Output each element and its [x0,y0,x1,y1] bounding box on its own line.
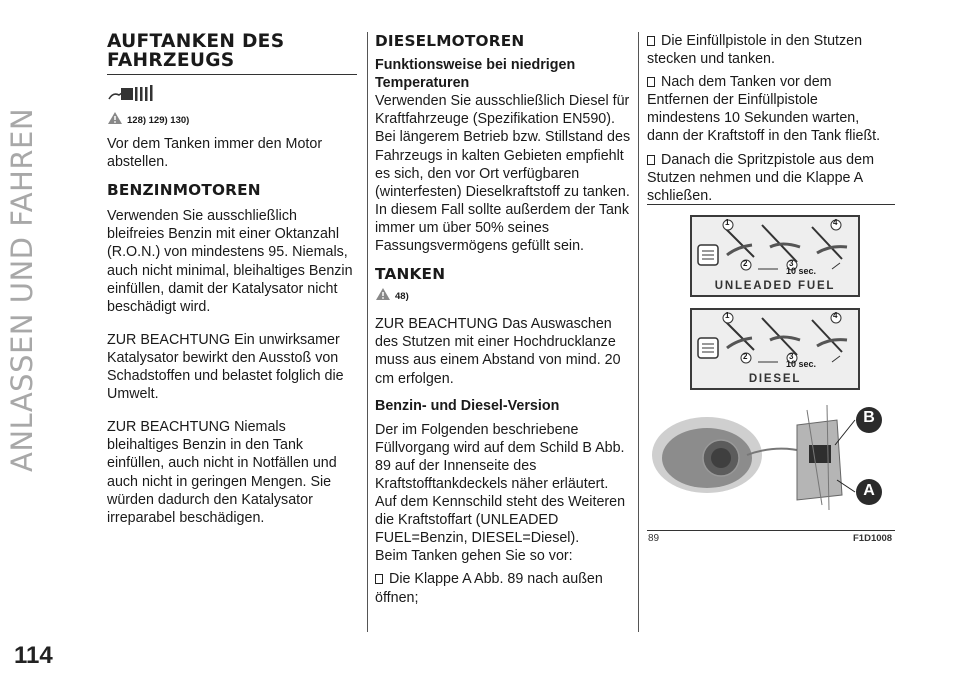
subheading-versions: Benzin- und Diesel-Version [375,397,560,414]
paragraph: ZUR BEACHTUNG Ein unwirksamer Katalysator bewirkt den Ausstoß von Schadstoffen und belastet folglich die Umwelt. [107,331,344,403]
subheading-petrol: BENZINMOTOREN [107,181,261,200]
step-text: Die Einfüllpistole in den Stutzen stecken und tanken. [647,33,863,68]
fuel-label-diesel [690,308,860,390]
warning-triangle-icon [375,287,391,306]
subheading-refuelling: TANKEN [375,265,446,284]
step-text: Die Klappe A Abb. 89 nach außen öffnen; [375,571,603,606]
step-text: Nach dem Tanken vor dem Entfernen der Einfüllpistole mindestens 10 Sekunden warten, dann der Kraftstoff in den Tank fließt. [647,74,881,145]
checkbox-bullet-icon [647,36,655,46]
paragraph: ZUR BEACHTUNG Das Auswaschen des Stutzen mit einer Hochdrucklanze muss aus einem Abstand von mind. 20 cm erfolgen. [375,316,621,387]
step-number: 2 [743,259,748,268]
figure-top-rule [647,204,895,205]
step-number: 4 [833,218,838,227]
fuel-label-unleaded [690,215,860,297]
column-divider [367,32,368,632]
step-number: 1 [725,311,730,320]
step-number: 3 [789,259,794,268]
column-2 [375,32,631,607]
subheading-low-temp: Funktionsweise bei niedrigen Temperaturen [375,57,576,92]
heading-rule [107,74,357,75]
callout-a-label: A [863,482,875,499]
timer-label: 10 sec. [786,266,817,276]
checkbox-bullet-icon [647,155,655,165]
paragraph: Verwenden Sie ausschließlich Diesel für Kraftfahrzeuge (Spezifikation EN590). Bei längerem Betrieb bzw. Stillstand des Fahrzeugs in kalten Gebieten empfiehlt es sich, den vor Ort verfügbaren (winterfesten) Dieselkraftstoff zu tanken. In diesem Fall sollte außerdem der Tank immer um über 50% seines Fassungsvermögens gefüllt sein. [375,93,631,255]
checkbox-bullet-icon [647,77,655,87]
step-item [647,32,887,68]
step-number: 1 [725,218,730,227]
paragraph: Verwenden Sie ausschließlich bleifreies Benzin mit einer Oktanzahl (R.O.N.) von mindestens 95. Niemals, auch nicht minimal, bleihaltiges Benzin einfüllen, damit der Katalysator nicht beschädigt wird. [107,208,353,315]
paragraph: Beim Tanken gehen Sie so vor: [375,548,573,565]
column-3 [647,32,887,205]
warning-references [107,111,357,129]
step-text: Danach die Spritzpistole aus dem Stutzen nehmen und die Klappe A schließen. [647,151,874,204]
figure-number: 89 [648,533,660,544]
figure-code: F1D1008 [853,533,893,544]
step-number: 4 [833,311,838,320]
section-heading: AUFTANKEN DES FAHRZEUGS [107,31,285,71]
paragraph: ZUR BEACHTUNG Niemals bleihaltiges Benzin in den Tank einfüllen, auch nicht in Notfällen und auch nicht in geringen Mengen. Sie würden dadurch den Katalysator irreparabel beschädigen. [107,419,337,526]
column-1 [107,32,357,527]
warning-ref-numbers: 48) [395,290,409,302]
unleaded-fuel-label: UNLEADED FUEL [714,280,836,292]
warning-references [375,287,631,305]
step-item [647,151,887,205]
subheading-diesel: DIESELMOTOREN [375,32,525,50]
callout-b-label: B [863,409,875,426]
column-divider [638,32,639,632]
fuel-nozzle-icon [107,83,357,105]
step-number: 2 [743,352,748,361]
fuel-flap-illustration [647,400,897,525]
step-number: 3 [789,352,794,361]
paragraph: Der im Folgenden beschriebene Füllvorgang wird auf dem Schild B Abb. 89 auf der Innenseite des Kraftstofftankdeckels näher erläutert. Auf dem Kennschild steht des Weiteren die Kraftstoffart (UNLEADED FUEL=Benzin, DIESEL=Diesel). [375,421,626,547]
diesel-label: DIESEL [748,373,802,385]
step-item [375,570,631,606]
page-number: 114 [14,642,53,669]
warning-ref-numbers: 128) 129) 130) [127,114,190,126]
figure-bottom-rule [647,530,895,531]
step-item [647,73,887,145]
intro-paragraph: Vor dem Tanken immer den Motor abstellen. [107,136,323,171]
chapter-title-text: ANLASSEN UND FAHREN [5,107,39,473]
warning-triangle-icon [107,111,123,130]
checkbox-bullet-icon [375,574,383,584]
timer-label: 10 sec. [786,359,817,369]
